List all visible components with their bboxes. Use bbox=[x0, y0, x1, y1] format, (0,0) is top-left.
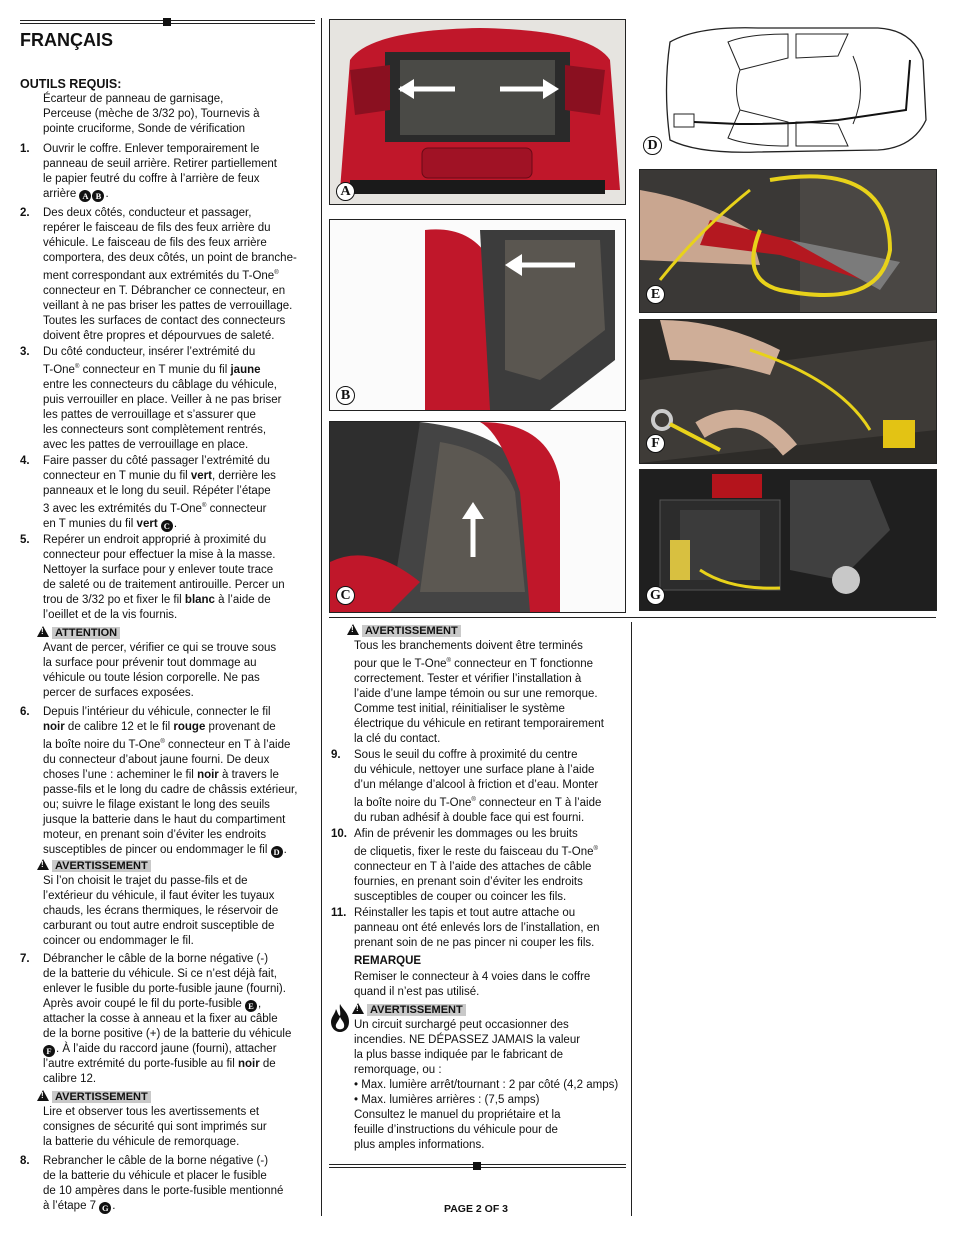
figure-ref-g: G bbox=[99, 1202, 111, 1214]
step-number: 5. bbox=[20, 534, 30, 546]
step-body bbox=[354, 906, 600, 951]
warning-1-header bbox=[37, 859, 151, 873]
step-line: du ruban adhésif à double face qui est fourni. bbox=[354, 811, 585, 824]
step-line: connecteur en T à l’aide des attaches de câble bbox=[354, 860, 592, 873]
step-line: Des deux côtés, conducteur et passager, bbox=[43, 207, 252, 219]
step-line: connecteur pour effectuer la mise à la masse. bbox=[43, 549, 276, 561]
step-line: jusque la batterie dans le haut du compartiment bbox=[43, 813, 286, 826]
step-line: de 10 ampères dans le porte-fusible mentionné bbox=[43, 1185, 284, 1197]
tools-line: Perceuse (mèche de 3/32 po), Tournevis à bbox=[43, 108, 260, 120]
step-text-bold: blanc bbox=[184, 594, 215, 606]
step-text: 3 avec les extrémités du T-One bbox=[43, 502, 202, 515]
step-number: 7. bbox=[20, 953, 30, 965]
step-number: 1. bbox=[20, 143, 30, 155]
step-text-bold: rouge bbox=[173, 721, 206, 733]
step-text: choses l’une : acheminer le fil bbox=[43, 768, 198, 781]
car-outline-diagram bbox=[638, 20, 936, 160]
step-text: la boîte noire du T-One bbox=[354, 796, 472, 809]
step-line: ou; suivre le filage existant le long des seuils bbox=[43, 798, 270, 811]
attention-header bbox=[37, 626, 120, 640]
step-text: connecteur en T à l’aide bbox=[164, 738, 291, 751]
photo-a-illustration bbox=[330, 20, 625, 204]
step-line: Rebrancher le câble de la borne négative (-) bbox=[43, 1155, 269, 1167]
step-line: ment correspondant aux extrémités du T-One® bbox=[43, 269, 279, 282]
step-line: la boîte noire du T-One® connecteur en T à l’aide bbox=[354, 796, 602, 809]
step-line: du connecteur d’about jaune fourni. De deux bbox=[43, 753, 270, 766]
figure-badge-c: C bbox=[336, 586, 355, 605]
photo-b-illustration bbox=[330, 220, 625, 410]
step-line: les pattes de verrouillage et s’assurer que bbox=[43, 408, 256, 421]
step-body bbox=[43, 705, 323, 858]
figure-badge-d: D bbox=[643, 136, 662, 155]
step-line: comportera, des deux côtés, un point de branche- bbox=[43, 252, 297, 264]
diagram-d-wire-route bbox=[638, 20, 936, 160]
step-body bbox=[354, 827, 598, 905]
step-text-bold: noir bbox=[43, 721, 65, 733]
language-title: FRANÇAIS bbox=[20, 30, 113, 50]
step-line: prenant soin de ne pas pincer ni couper les fils. bbox=[354, 937, 595, 949]
step-line: en T munies du fil vert C . bbox=[43, 517, 178, 531]
step-line: l’oeillet et de la vis fournis. bbox=[43, 609, 178, 621]
warning-line: Avant de percer, vérifier ce qui se trouve sous bbox=[43, 642, 277, 654]
remarque-heading: REMARQUE bbox=[354, 955, 422, 967]
step-line bbox=[43, 720, 323, 735]
step-text-bold: jaune bbox=[230, 363, 261, 376]
warning-line: l’extérieur du véhicule, il faut éviter les tuyaux bbox=[43, 890, 275, 902]
fire-icon-svg bbox=[329, 1003, 351, 1033]
step-text: connecteur en T munie du fil bbox=[79, 363, 231, 376]
step-line: Afin de prévenir les dommages ou les bruits bbox=[354, 828, 578, 840]
step-line bbox=[43, 768, 323, 783]
warning-4-header bbox=[352, 1003, 466, 1017]
warning-line: l’aide d’une lampe témoin ou sur une remorque. bbox=[354, 687, 598, 700]
warning-label: AVERTISSEMENT bbox=[362, 625, 461, 637]
warning-line: Lire et observer tous les avertissements et bbox=[43, 1106, 260, 1118]
step-line: de saleté ou de traitement antirouille. Percer un bbox=[43, 579, 285, 591]
step-line: à l’étape 7 G . bbox=[43, 1200, 116, 1213]
step-body bbox=[43, 142, 277, 202]
warning-label: AVERTISSEMENT bbox=[52, 1091, 151, 1103]
step-line: du véhicule, nettoyer une surface plane à l’aide bbox=[354, 764, 595, 776]
step-line: puis verrouiller en place. Veiller à ne pas briser bbox=[43, 393, 282, 406]
step-line: de la batterie du véhicule. Si ce n’est déjà fait, bbox=[43, 968, 277, 980]
photo-e-cutting-wire bbox=[639, 169, 937, 313]
step-text: Après avoir coupé le fil du porte-fusible bbox=[43, 998, 242, 1010]
step-line bbox=[43, 1057, 323, 1072]
step-line: doivent être propres et dépourvues de saleté. bbox=[43, 329, 275, 342]
figure-ref-d: D bbox=[271, 846, 283, 858]
step-line: panneaux et le long du seuil. Répéter l’étape bbox=[43, 485, 271, 497]
step-line: de la batterie du véhicule et placer le fusible bbox=[43, 1170, 267, 1182]
step-line: Débrancher le câble de la borne négative (-) bbox=[43, 953, 269, 965]
figure-badge-f: F bbox=[646, 434, 665, 453]
step-line bbox=[43, 1042, 323, 1057]
step-text-bold: vert bbox=[190, 470, 212, 482]
step-line: panneau ont été enlevés lors de l’installation, en bbox=[354, 922, 600, 934]
tools-line: pointe cruciforme, Sonde de vérification bbox=[43, 123, 245, 135]
warning-line: feuille d’instructions du véhicule pour de bbox=[354, 1124, 558, 1136]
photo-c-illustration bbox=[330, 422, 625, 612]
step-text: provenant de bbox=[205, 721, 276, 733]
warning-4-text bbox=[354, 1018, 626, 1153]
step-line: panneau de seuil arrière. Retirer partiellement bbox=[43, 158, 277, 170]
step-text: de calibre 12 et le fil bbox=[64, 721, 174, 733]
step-line: Depuis l’intérieur du véhicule, connecter le fil bbox=[43, 706, 271, 718]
photo-g-illustration bbox=[640, 470, 936, 610]
figure-ref-a: A bbox=[79, 190, 91, 202]
warning-text: connecteur en T fonctionne bbox=[450, 657, 594, 670]
warning-2-text bbox=[43, 1105, 318, 1150]
step-line: Du côté conducteur, insérer l’extrémité du bbox=[43, 346, 256, 358]
warning-line: Si l’on choisit le trajet du passe-fils et de bbox=[43, 875, 248, 887]
figure-ref-c: C bbox=[161, 520, 173, 532]
warning-line: la batterie du véhicule de remorquage. bbox=[43, 1136, 240, 1148]
figure-badge-e: E bbox=[646, 285, 665, 304]
step-body bbox=[43, 206, 297, 344]
warning-triangle-icon bbox=[37, 626, 49, 637]
step-line: attacher la cosse à anneau et la fixer au câble bbox=[43, 1013, 278, 1025]
warning-triangle-icon bbox=[347, 624, 359, 635]
photo-e-illustration bbox=[640, 170, 936, 312]
warning-1-text bbox=[43, 874, 318, 949]
step-body bbox=[354, 748, 601, 826]
step-line: susceptibles de pincer ou endommager le fil D . bbox=[43, 843, 287, 857]
step-text: l’autre extrémité du porte-fusible au fil bbox=[43, 1058, 238, 1070]
photo-a-trunk-rear bbox=[329, 19, 626, 205]
step-text: connecteur en T munie du fil bbox=[43, 470, 191, 482]
step-body bbox=[43, 533, 285, 623]
section-rule-right bbox=[329, 617, 936, 618]
step-line: moteur, en prenant soin d’éviter les endroits bbox=[43, 828, 267, 841]
step-body bbox=[43, 952, 323, 1087]
photo-f-illustration bbox=[640, 320, 936, 463]
warning-line: remorquage, ou : bbox=[354, 1064, 442, 1076]
step-text: T-One bbox=[43, 363, 75, 376]
warning-line: pour que le T-One® connecteur en T fonctionne bbox=[354, 657, 594, 670]
warning-line: plus amples informations. bbox=[354, 1139, 485, 1151]
tools-line: Écarteur de panneau de garnisage, bbox=[43, 93, 224, 105]
warning-line: la clé du contact. bbox=[354, 732, 441, 745]
warning-3-text bbox=[354, 639, 626, 747]
step-line: susceptibles de couper ou coincer les fils. bbox=[354, 890, 567, 903]
tools-heading: OUTILS REQUIS: bbox=[20, 77, 122, 91]
step-text: . À l’aide du raccord jaune (fourni), attacher bbox=[56, 1043, 277, 1055]
step-line: Toutes les surfaces de contact des connecteurs bbox=[43, 314, 286, 327]
step-line: fournies, en prenant soin d’éviter les endroits bbox=[354, 875, 583, 888]
warning-line: consignes de sécurité qui sont imprimés sur bbox=[43, 1121, 267, 1133]
photo-b-trunk-side bbox=[329, 219, 626, 411]
warning-line: chauds, les écrans thermiques, le réservoir de bbox=[43, 905, 279, 917]
warning-line: carburant ou tout autre endroit susceptible de bbox=[43, 920, 275, 932]
step-number: 2. bbox=[20, 207, 30, 219]
step-line: 3 avec les extrémités du T-One® connecteur bbox=[43, 502, 267, 515]
step-line: la boîte noire du T-One® connecteur en T à l’aide bbox=[43, 738, 291, 751]
step-body bbox=[43, 454, 276, 532]
bottom-marker bbox=[473, 1162, 481, 1170]
step-line: enlever le fusible du porte-fusible jaune (fourni). bbox=[43, 983, 286, 995]
step-number: 10. bbox=[331, 828, 347, 840]
step-text: susceptibles de pincer ou endommager le fil bbox=[43, 843, 268, 856]
step-line bbox=[43, 469, 276, 484]
warning-line: électrique du véhicule en retirant temporairement bbox=[354, 717, 604, 730]
figure-ref-f: F bbox=[43, 1045, 55, 1057]
remarque-text bbox=[354, 970, 626, 1000]
figure-badge-b: B bbox=[336, 386, 355, 405]
step-text: de cliquetis, fixer le reste du faisceau du T-One bbox=[354, 845, 594, 858]
step-text-bold: noir bbox=[237, 1058, 260, 1070]
step-line: Sous le seuil du coffre à proximité du centre bbox=[354, 749, 578, 761]
step-line: Faire passer du côté passager l’extrémité du bbox=[43, 455, 270, 467]
step-body bbox=[43, 345, 281, 453]
warning-line: la surface pour prévenir tout dommage au bbox=[43, 657, 257, 669]
step-line bbox=[43, 593, 285, 608]
step-text: la boîte noire du T-One bbox=[43, 738, 161, 751]
step-text: connecteur en T à l’aide bbox=[475, 796, 602, 809]
figure-badge-g: G bbox=[646, 586, 665, 605]
column-divider-2 bbox=[631, 622, 632, 1216]
step-line: Repérer un endroit approprié à proximité du bbox=[43, 534, 267, 546]
step-line: avec les pattes de verrouillage en place. bbox=[43, 438, 249, 451]
warning-label: ATTENTION bbox=[52, 627, 120, 639]
step-line: d’un mélange d’alcool à friction et d’eau. Monter bbox=[354, 779, 599, 791]
fire-icon bbox=[329, 1003, 351, 1033]
remarque-line: Remiser le connecteur à 4 voies dans le coffre bbox=[354, 971, 591, 983]
step-line: de la borne positive (+) de la batterie du véhicule bbox=[43, 1028, 292, 1040]
warning-2-header bbox=[37, 1090, 151, 1104]
warning-3-header bbox=[347, 624, 461, 638]
step-line: Après avoir coupé le fil du porte-fusible E , bbox=[43, 998, 262, 1011]
step-number: 9. bbox=[331, 749, 341, 761]
warning-line: Tous les branchements doivent être terminés bbox=[354, 640, 583, 652]
step-line: calibre 12. bbox=[43, 1073, 97, 1085]
step-line: le papier feutré du coffre à l’arrière de feux bbox=[43, 173, 260, 185]
figure-ref-e: E bbox=[245, 1000, 257, 1012]
warning-line: percer de surfaces exposées. bbox=[43, 687, 194, 699]
step-number: 3. bbox=[20, 346, 30, 358]
photo-c-trunk-sill bbox=[329, 421, 626, 613]
step-text: à l’étape 7 bbox=[43, 1200, 97, 1212]
page-number: PAGE 2 OF 3 bbox=[444, 1203, 508, 1215]
step-line: les connecteurs sont complètement rentrés, bbox=[43, 423, 267, 436]
step-text: trou de 3/32 po et fixer le fil bbox=[43, 594, 185, 606]
warning-line: Comme test initial, réinitialiser le système bbox=[354, 702, 565, 715]
warning-line: véhicule ou toute lésion corporelle. Ne pas bbox=[43, 672, 260, 684]
step-line: Nettoyer la surface pour y enlever toute trace bbox=[43, 564, 274, 576]
step-line: repérer le faisceau de fils des feux arrière du bbox=[43, 222, 271, 234]
step-body bbox=[43, 1154, 323, 1214]
warning-text: pour que le T-One bbox=[354, 657, 447, 670]
step-text: , derrière les bbox=[212, 470, 276, 482]
warning-bullet: • Max. lumière arrêt/tournant : 2 par côté (4,2 amps) bbox=[354, 1079, 619, 1091]
step-text-bold: vert bbox=[136, 517, 158, 530]
step-line: Ouvrir le coffre. Enlever temporairement le bbox=[43, 143, 260, 155]
photo-g-battery bbox=[639, 469, 937, 611]
step-line: veillant à ne pas briser les pattes de verrouillage. bbox=[43, 299, 293, 312]
warning-line: correctement. Tester et vérifier l’installation à bbox=[354, 672, 582, 685]
warning-line: Consultez le manuel du propriétaire et la bbox=[354, 1109, 561, 1121]
figure-badge-a: A bbox=[336, 182, 355, 201]
remarque-line: quand il n’est pas utilisé. bbox=[354, 986, 480, 998]
tools-list bbox=[43, 92, 313, 137]
step-text: de bbox=[259, 1058, 276, 1070]
step-line: arrière A B . bbox=[43, 188, 109, 201]
step-number: 11. bbox=[331, 907, 347, 919]
step-text-bold: noir bbox=[197, 768, 219, 781]
photo-f-ring-terminal bbox=[639, 319, 937, 464]
step-text: à travers le bbox=[218, 768, 279, 781]
warning-line: Un circuit surchargé peut occasionner des bbox=[354, 1019, 569, 1031]
step-number: 4. bbox=[20, 455, 30, 467]
warning-bullet: • Max. lumières arrières : (7,5 amps) bbox=[354, 1094, 540, 1106]
step-line: de cliquetis, fixer le reste du faisceau du T-One® bbox=[354, 845, 598, 858]
step-text: arrière bbox=[43, 188, 77, 200]
warning-triangle-icon bbox=[352, 1003, 364, 1014]
step-text: ment correspondant aux extrémités du T-One bbox=[43, 269, 275, 282]
warning-triangle-icon bbox=[37, 1090, 49, 1101]
step-line: Réinstaller les tapis et tout autre attache ou bbox=[354, 907, 576, 919]
step-line: entre les connecteurs du câblage du véhicule, bbox=[43, 378, 277, 391]
step-number: 8. bbox=[20, 1155, 30, 1167]
warning-line: la plus basse indiquée par le fabricant de bbox=[354, 1049, 564, 1061]
step-line: T-One® connecteur en T munie du fil jaune bbox=[43, 363, 261, 376]
warning-triangle-icon bbox=[37, 859, 49, 870]
step-number: 6. bbox=[20, 706, 30, 718]
warning-label: AVERTISSEMENT bbox=[367, 1004, 466, 1016]
attention-text bbox=[43, 641, 313, 701]
step-line: connecteur en T. Débrancher ce connecteur, en bbox=[43, 284, 286, 297]
warning-line: coincer ou endommager le fil. bbox=[43, 935, 194, 947]
warning-line: incendies. NE DÉPASSEZ JAMAIS la valeur bbox=[354, 1034, 581, 1046]
step-text: en T munies du fil bbox=[43, 517, 137, 530]
warning-label: AVERTISSEMENT bbox=[52, 860, 151, 872]
step-line: passe-fils et le long du cadre de châssis extérieur, bbox=[43, 783, 298, 796]
step-text: à l’aide de bbox=[214, 594, 271, 606]
step-line: véhicule. Le faisceau de fils des feux arrière bbox=[43, 237, 267, 249]
figure-ref-b: B bbox=[92, 190, 104, 202]
step-text: connecteur bbox=[206, 502, 267, 515]
top-marker bbox=[163, 18, 171, 26]
